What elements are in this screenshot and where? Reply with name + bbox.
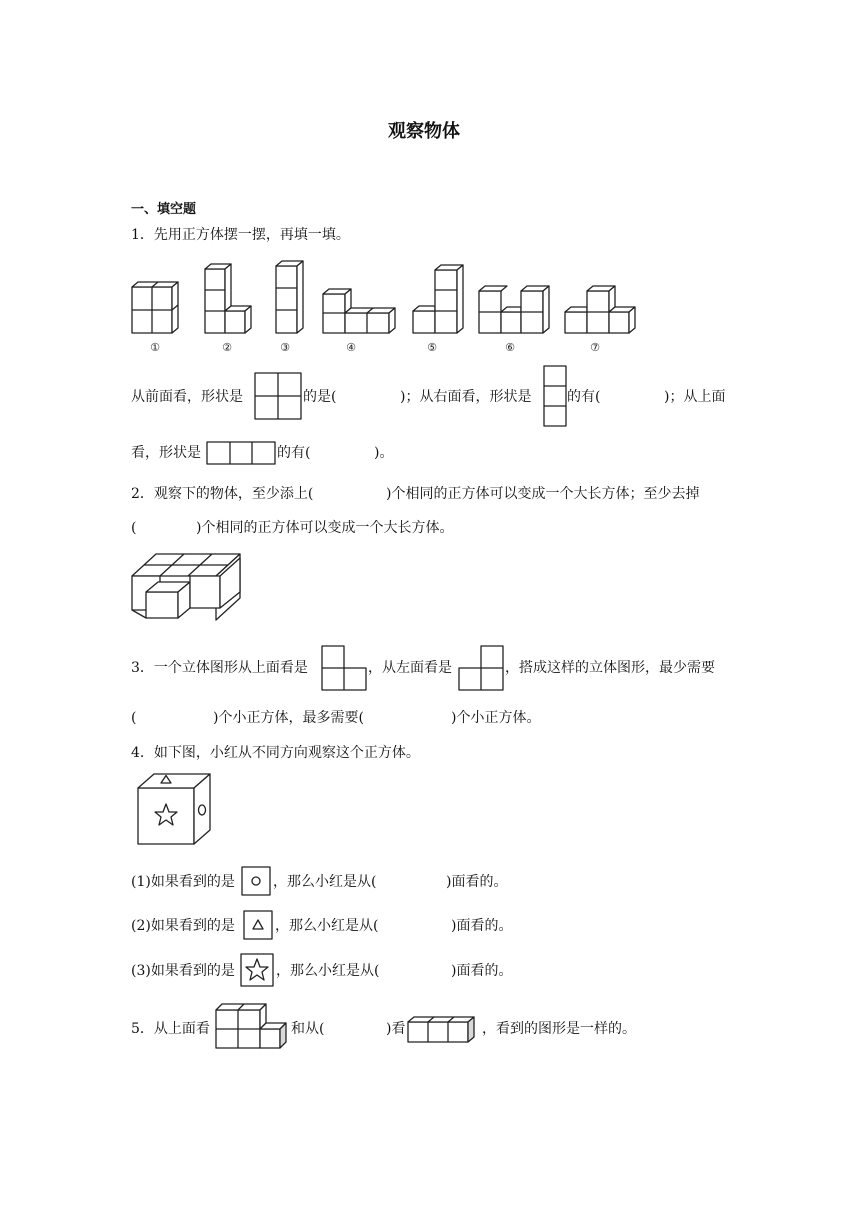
figure-6 (479, 286, 549, 333)
q5-c: )看 (386, 1021, 406, 1037)
q3-line2-c: )个小正方体。 (451, 710, 541, 726)
circle-face-icon (241, 866, 271, 896)
q3-line2-a: ( (131, 710, 137, 726)
top-view-row-icon (206, 441, 276, 465)
q2-line1-b: )个相同的正方体可以变成一个大长方体；至少去掉 (386, 486, 700, 502)
cube-row-q5 (406, 1014, 482, 1046)
top-view-l-shape-icon (320, 644, 368, 692)
q4-sub1-c: )面看的。 (446, 874, 508, 890)
q2-line2-a: ( (131, 520, 137, 536)
question-1-text: 1．先用正方体摆一摆，再填一填。 (131, 227, 350, 243)
q3-line1-c: ，搭成这样的立体图形，最少需要 (505, 660, 715, 676)
q4-sub2-b: ，那么小红是从( (275, 918, 379, 934)
q4-sub3-b: ，那么小红是从( (276, 963, 380, 979)
q1-line1-b: 的是( (303, 389, 337, 405)
figure-label-3: ③ (280, 341, 290, 354)
q5-a: 5．从上面看 (131, 1021, 210, 1037)
q4-sub3-c: )面看的。 (451, 963, 513, 979)
figure-label-2: ② (222, 341, 232, 354)
cube-figures-q1 (125, 258, 645, 358)
q3-line1-a: 3．一个立体图形从上面看是 (131, 660, 308, 676)
figure-2 (205, 264, 251, 333)
figure-5 (413, 265, 463, 333)
cube-solid-q2 (128, 548, 250, 626)
marked-cube-q4 (134, 770, 214, 848)
triangle-face-icon (243, 910, 273, 940)
figure-1 (132, 282, 178, 333)
q5-d: ，看到的图形是一样的。 (482, 1021, 636, 1037)
q1-line2-b: 的有( (277, 445, 311, 461)
q1-line2-c: )。 (374, 445, 394, 461)
q1-line1-d: 的有( (567, 389, 601, 405)
q3-line2-b: )个小正方体，最多需要( (213, 710, 364, 726)
front-view-2x2-icon (254, 372, 302, 420)
q4-sub1-a: (1)如果看到的是 (131, 874, 235, 890)
q2-line2-b: )个相同的正方体可以变成一个大长方体。 (196, 520, 454, 536)
star-face-icon (240, 953, 274, 987)
q1-line1-c: )；从右面看，形状是 (400, 389, 532, 405)
q1-line2-a: 看，形状是 (131, 445, 201, 461)
q1-line1-a: 从前面看，形状是 (131, 389, 243, 405)
right-view-column-icon (543, 365, 567, 427)
q4-sub1-b: ，那么小红是从( (273, 874, 377, 890)
figure-label-1: ① (150, 341, 160, 354)
cube-solid-q5 (212, 1000, 288, 1052)
q4-sub2-a: (2)如果看到的是 (131, 918, 235, 934)
page-title: 观察物体 (388, 121, 460, 142)
figure-label-4: ④ (346, 341, 356, 354)
figure-7 (565, 286, 635, 333)
q4-text: 4．如下图，小红从不同方向观察这个正方体。 (131, 745, 420, 761)
q3-line1-b: ，从左面看是 (368, 660, 452, 676)
figure-label-5: ⑤ (427, 341, 437, 354)
figure-label-7: ⑦ (590, 341, 600, 354)
left-view-shape-icon (457, 644, 505, 692)
figure-label-6: ⑥ (505, 341, 515, 354)
q1-line1-e: )；从上面 (664, 389, 726, 405)
q2-line1-a: 2．观察下的物体，至少添上( (131, 486, 314, 502)
section-heading: 一、填空题 (131, 202, 197, 217)
q4-sub3-a: (3)如果看到的是 (131, 963, 235, 979)
figure-4 (323, 289, 395, 333)
q4-sub2-c: )面看的。 (451, 918, 513, 934)
figure-3 (276, 261, 303, 333)
q5-b: 和从( (291, 1021, 325, 1037)
